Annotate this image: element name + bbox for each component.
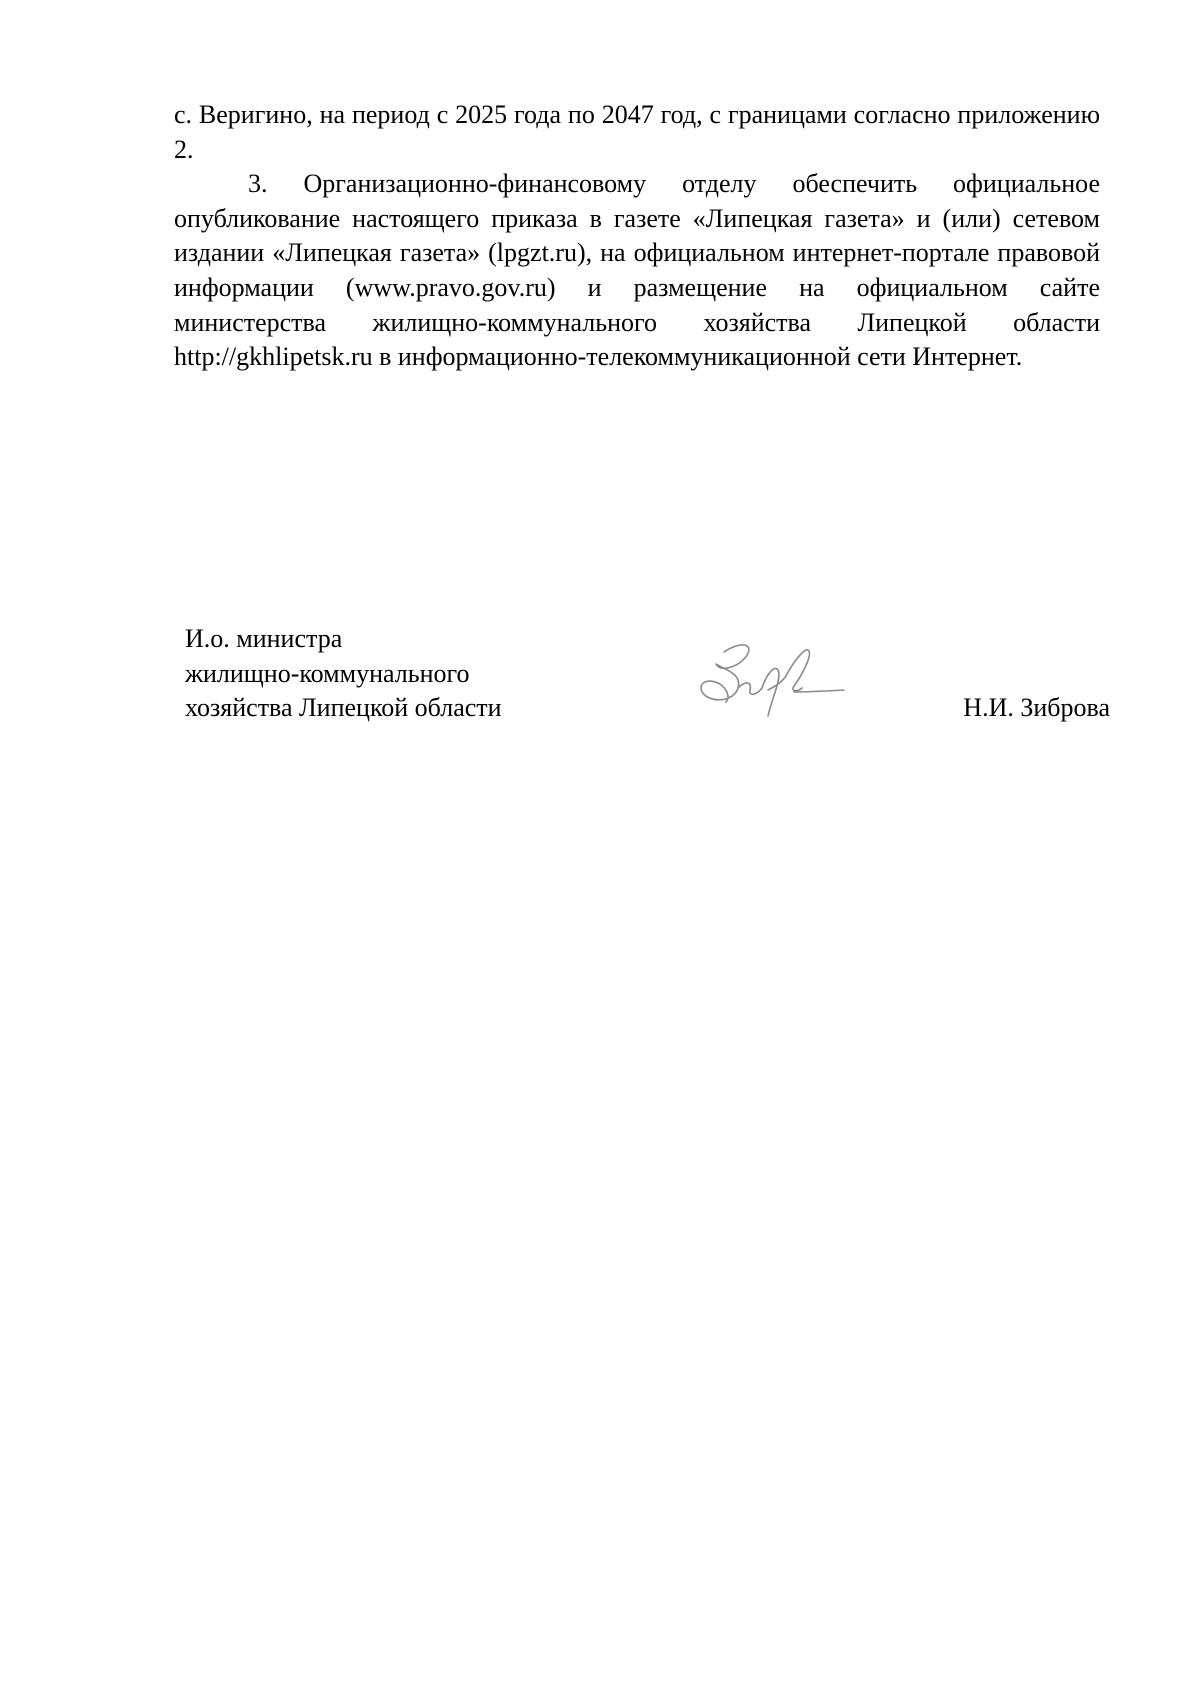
paragraph-continuation: с. Веригино, на период с 2025 года по 2047 год, с границами согласно приложению 2. [174,100,1100,164]
document-body [174,98,1100,375]
paragraph-item-3: 3. Организационно-финансовому отделу обеспечить официальное опубликование настоящего приказа в газете «Липецкая газета» и (или) сетевом издании «Липецкая газета» (lpgzt.ru), на официальном интернет-портале правовой информации (www.pravo.gov.ru) и размещение на официальном сайте министерства жилищно-коммунального хозяйства Липецкой области http://gkhlipetsk.ru в информационно-телекоммуникационной сети Интернет. [174,169,1100,372]
signatory-title-line: И.о. министра [185,624,343,653]
handwritten-signature [690,634,850,734]
signatory-title [185,622,502,726]
signatory-title-line: хозяйства Липецкой области [185,693,502,722]
signatory-title-line: жилищно-коммунального [185,658,470,688]
signer-name: Н.И. Зиброва [963,693,1110,722]
